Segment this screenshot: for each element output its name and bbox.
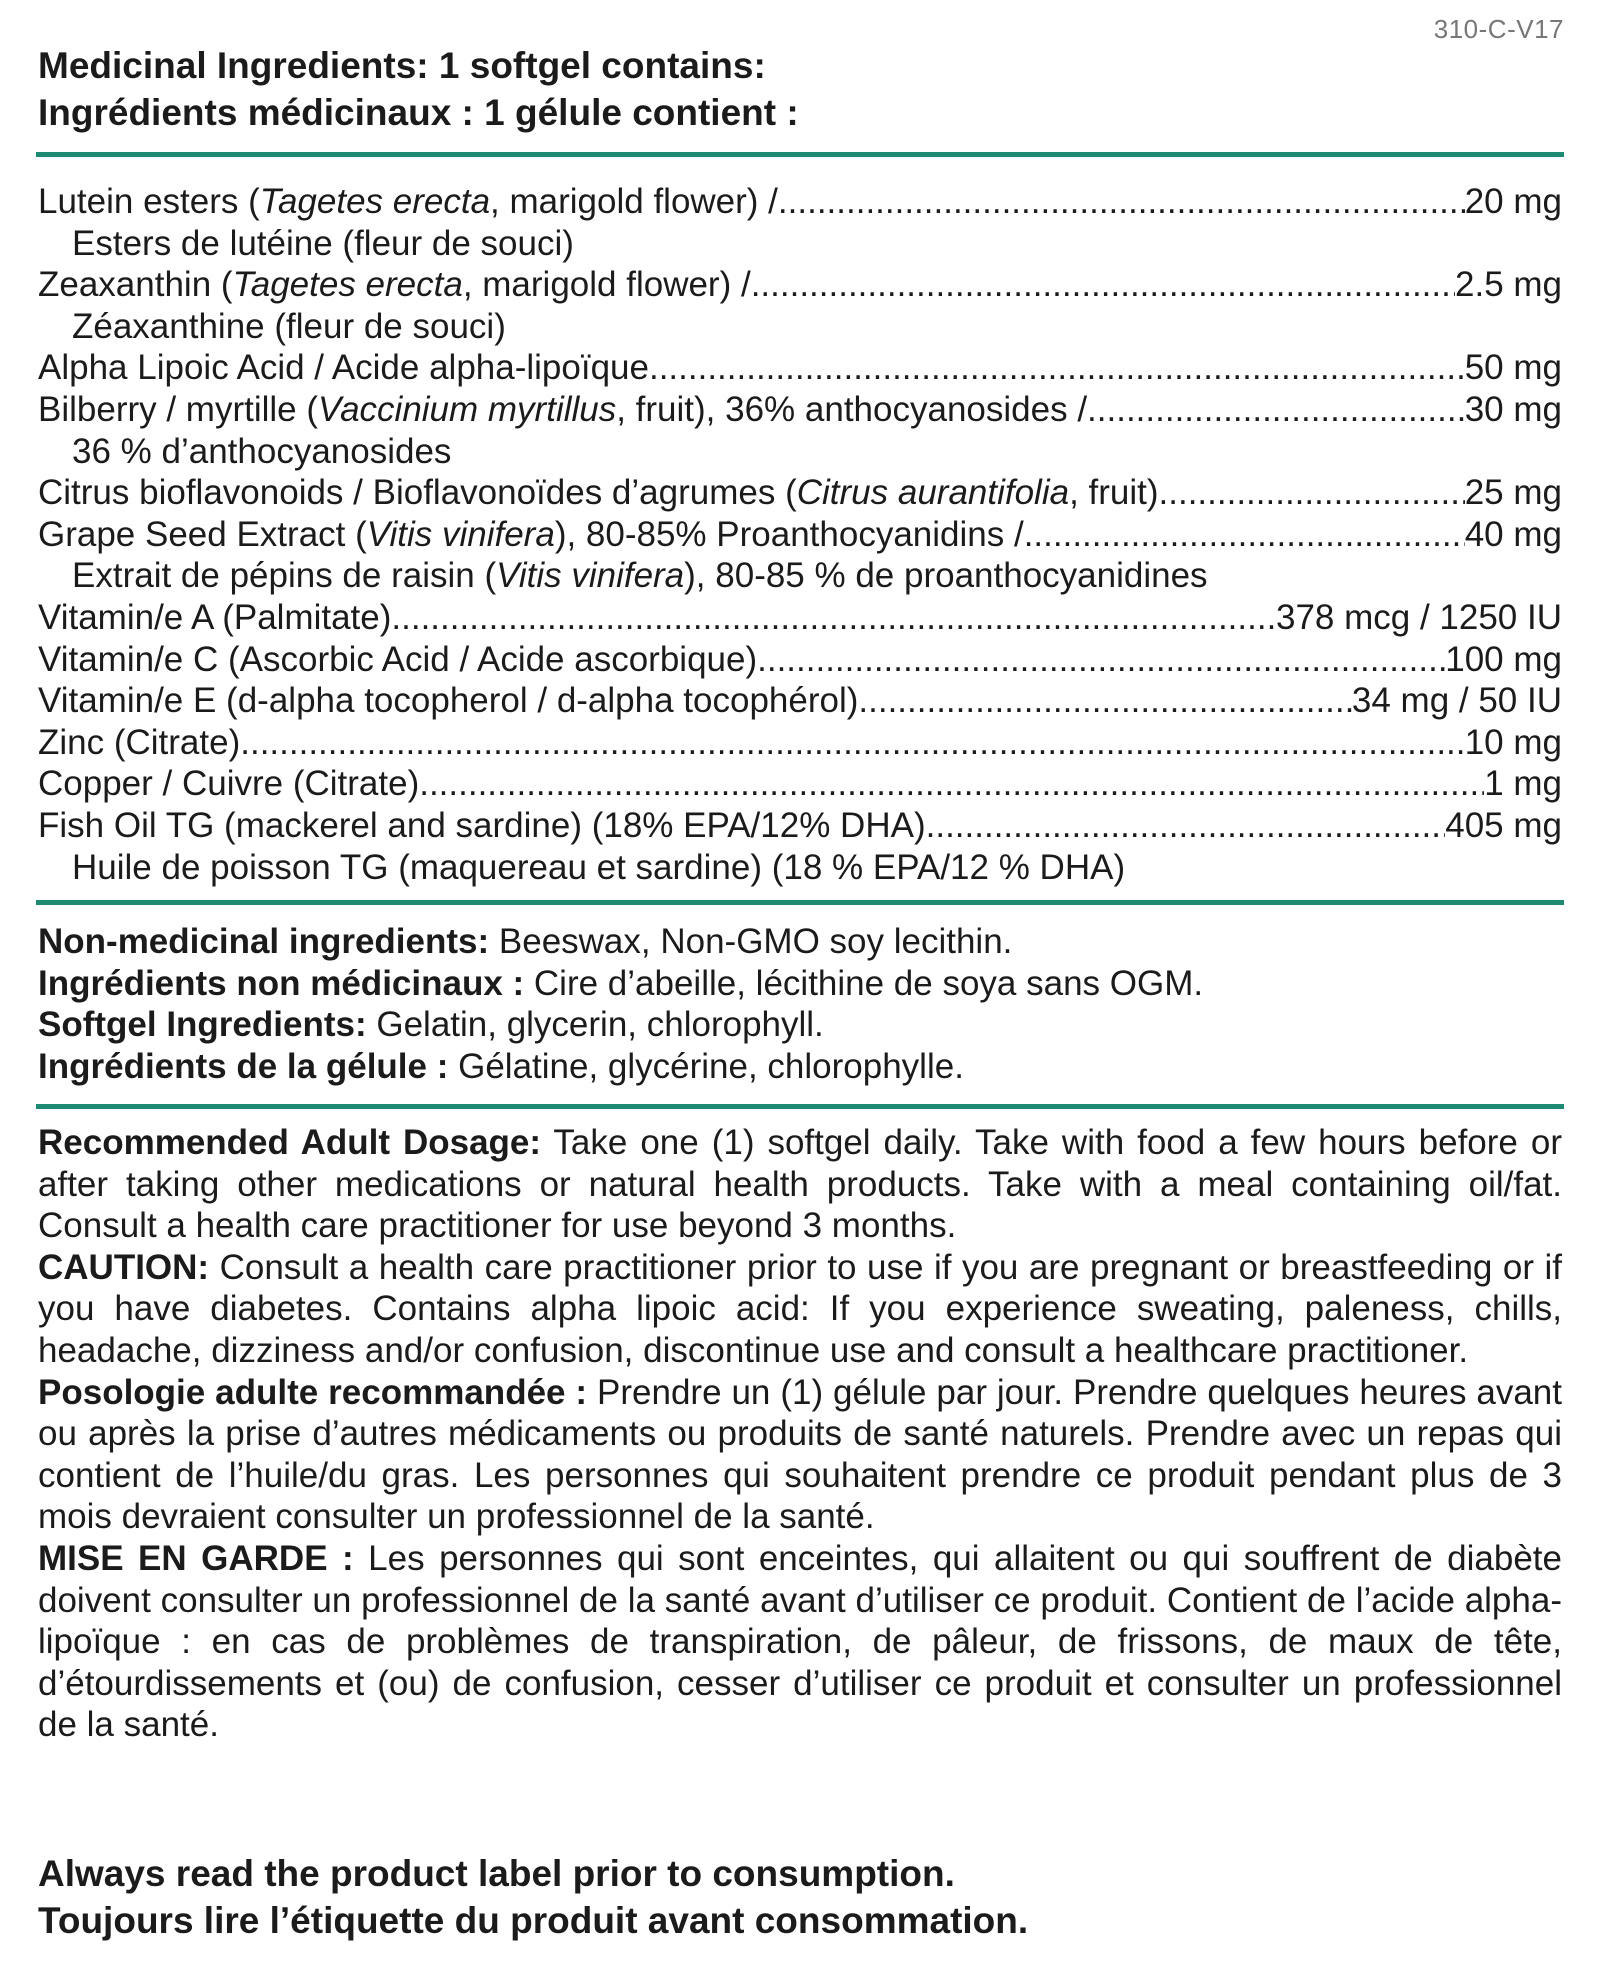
- ingredient-row: [38, 805, 1562, 847]
- ingredient-french-name: 36 % d’anthocyanosides: [72, 431, 452, 471]
- heading-fr: Ingrédients médicinaux : 1 gélule contient :: [38, 92, 799, 133]
- dosage-paragraph-label: CAUTION:: [38, 1247, 210, 1287]
- ingredient-amount: 40 mg: [1464, 514, 1562, 554]
- ingredient-amount: 20 mg: [1464, 182, 1562, 221]
- ingredient-name: Zeaxanthin (Tagetes erecta, marigold flower) /: [38, 265, 751, 305]
- ingredient-amount: 405 mg: [1445, 805, 1562, 845]
- dot-leader: [757, 639, 1445, 681]
- ingredient-name: Fish Oil TG (mackerel and sardine) (18% EPA/12% DHA): [38, 805, 926, 845]
- non-medicinal-line-text: Gelatin, glycerin, chlorophyll.: [366, 1005, 824, 1044]
- dot-leader: [1087, 389, 1465, 431]
- ingredient-name: Zinc (Citrate): [38, 722, 241, 762]
- footer-notice: [38, 1850, 1562, 1944]
- ingredient-amount: 34 mg / 50 IU: [1351, 681, 1562, 721]
- divider-rule: [36, 1104, 1564, 1109]
- ingredient-amount: 25 mg: [1464, 473, 1562, 513]
- dot-leader: [778, 181, 1465, 223]
- ingredient-amount: 378 mcg / 1250 IU: [1276, 597, 1562, 637]
- ingredient-row: [38, 597, 1562, 639]
- dot-leader: [240, 722, 1464, 764]
- non-medicinal-line-label: Softgel Ingredients:: [38, 1005, 367, 1044]
- ingredient-amount: 30 mg: [1464, 389, 1562, 429]
- ingredient-row: [38, 347, 1562, 389]
- dosage-paragraph-text: Prendre un (1) gélule par jour. Prendre quelques heures avant ou après la prise d’autres médicaments ou produits de santé naturels. Prendre avec un repas qui contient de l’huile/du gras. Les personnes qui souhaitent prendre ce produit pendant plus de 3 mois devraient consulter un professionnel de la santé.: [38, 1372, 1563, 1537]
- dosage-paragraph-label: Recommended Adult Dosage:: [38, 1123, 542, 1162]
- dosage-paragraph-label: MISE EN GARDE :: [38, 1538, 354, 1578]
- heading-en: Medicinal Ingredients: 1 softgel contains:: [38, 45, 766, 86]
- ingredient-name: Grape Seed Extract (Vitis vinifera), 80-85% Proanthocyanidins /: [38, 514, 1024, 554]
- non-medicinal-line-label: Ingrédients non médicinaux :: [38, 963, 525, 1003]
- ingredient-french-name: Huile de poisson TG (maquereau et sardine) (18 % EPA/12 % DHA): [72, 847, 1126, 887]
- ingredient-amount: 10 mg: [1464, 722, 1562, 762]
- non-medicinal-line-text: Cire d’abeille, lécithine de soya sans OGM.: [524, 963, 1204, 1003]
- non-medicinal-line-label: Non-medicinal ingredients:: [38, 922, 490, 961]
- non-medicinal-line: [38, 963, 1562, 1005]
- non-medicinal-line: [38, 921, 1562, 963]
- divider-rule: [36, 900, 1564, 905]
- ingredient-french-name: Extrait de pépins de raisin (Vitis vinifera), 80-85 % de proanthocyanidines: [72, 556, 1208, 596]
- ingredient-row: [38, 472, 1562, 514]
- non-medicinal-line-label: Ingrédients de la gélule :: [38, 1046, 449, 1086]
- dot-leader: [926, 805, 1446, 847]
- dosage-paragraph-text: Consult a health care practitioner prior to use if you are pregnant or breastfeeding or if you have diabetes. Contains alpha lipoic acid: If you experience sweating, paleness, chills, headache, dizziness and/or confusion, discontinue use and consult a healthcare practitioner.: [38, 1247, 1562, 1370]
- ingredient-french-name: Zéaxanthine (fleur de souci): [72, 306, 506, 346]
- non-medicinal-line: [38, 1004, 1562, 1046]
- ingredient-amount: 2.5 mg: [1455, 265, 1562, 305]
- ingredient-row: [38, 722, 1562, 764]
- dosage-paragraph: [38, 1247, 1562, 1372]
- dot-leader: [1159, 472, 1465, 514]
- divider-rule: [36, 152, 1564, 157]
- dosage-paragraph-text: Take one (1) softgel daily. Take with food a few hours before or after taking other medications or natural health products. Take with a meal containing oil/fat. Consult a health care practitioner for use beyond 3 months.: [38, 1123, 1562, 1246]
- ingredient-row: [38, 181, 1562, 223]
- ingredient-amount: 100 mg: [1445, 639, 1562, 679]
- dot-leader: [419, 763, 1484, 805]
- ingredient-name: Alpha Lipoic Acid / Acide alpha-lipoïque: [38, 348, 649, 388]
- ingredient-name: Vitamin/e E (d-alpha tocopherol / d-alpha tocophérol): [38, 681, 859, 721]
- medicinal-ingredients-heading: [38, 42, 1558, 136]
- ingredient-name: Vitamin/e A (Palmitate): [38, 597, 392, 637]
- ingredient-row: [38, 763, 1562, 805]
- dosage-section: [38, 1122, 1562, 1746]
- ingredient-name: Vitamin/e C (Ascorbic Acid / Acide ascorbique): [38, 639, 758, 679]
- ingredient-name: Copper / Cuivre (Citrate): [38, 764, 420, 804]
- dot-leader: [858, 680, 1351, 722]
- dosage-paragraph: [38, 1372, 1562, 1538]
- ingredient-row: [38, 264, 1562, 306]
- dosage-paragraph-label: Posologie adulte recommandée :: [38, 1372, 588, 1412]
- ingredient-name: Citrus bioflavonoids / Bioflavonoïdes d’agrumes (Citrus aurantifolia, fruit): [38, 473, 1159, 513]
- ingredient-name: Lutein esters (Tagetes erecta, marigold flower) /: [38, 182, 778, 221]
- footer-fr: Toujours lire l’étiquette du produit avant consommation.: [38, 1900, 1029, 1941]
- dosage-paragraph: [38, 1538, 1562, 1746]
- dot-leader: [391, 597, 1276, 639]
- ingredient-row: [38, 514, 1562, 556]
- non-medicinal-section: [38, 921, 1562, 1087]
- ingredient-row: [38, 639, 1562, 681]
- dot-leader: [751, 264, 1455, 306]
- dosage-paragraph-text: Les personnes qui sont enceintes, qui allaitent ou qui souffrent de diabète doivent consulter un professionnel de la santé avant d’utiliser ce produit. Contient de l’acide alpha-lipoïque : en cas de problèmes de transpiration, de pâleur, de frissons, de maux de tête, d’étourdissements et (ou) de confusion, cesser d’utiliser ce produit et consulter un professionnel de la santé.: [38, 1538, 1562, 1745]
- dot-leader: [1024, 514, 1465, 556]
- non-medicinal-line-text: Gélatine, glycérine, chlorophylle.: [448, 1046, 964, 1086]
- ingredient-list: [38, 181, 1562, 888]
- dot-leader: [649, 347, 1465, 389]
- ingredient-amount: 1 mg: [1484, 764, 1562, 804]
- non-medicinal-line-text: Beeswax, Non-GMO soy lecithin.: [489, 922, 1013, 961]
- ingredient-name: Bilberry / myrtille (Vaccinium myrtillus, fruit), 36% anthocyanosides /: [38, 389, 1088, 429]
- ingredient-amount: 50 mg: [1464, 348, 1562, 388]
- non-medicinal-line: [38, 1046, 1562, 1088]
- footer-en: Always read the product label prior to consumption.: [38, 1853, 955, 1894]
- dosage-paragraph: [38, 1122, 1562, 1247]
- ingredient-row: [38, 389, 1562, 431]
- ingredient-row: [38, 680, 1562, 722]
- label-code: 310-C-V17: [1433, 14, 1564, 44]
- ingredient-french-name: Esters de lutéine (fleur de souci): [72, 223, 574, 263]
